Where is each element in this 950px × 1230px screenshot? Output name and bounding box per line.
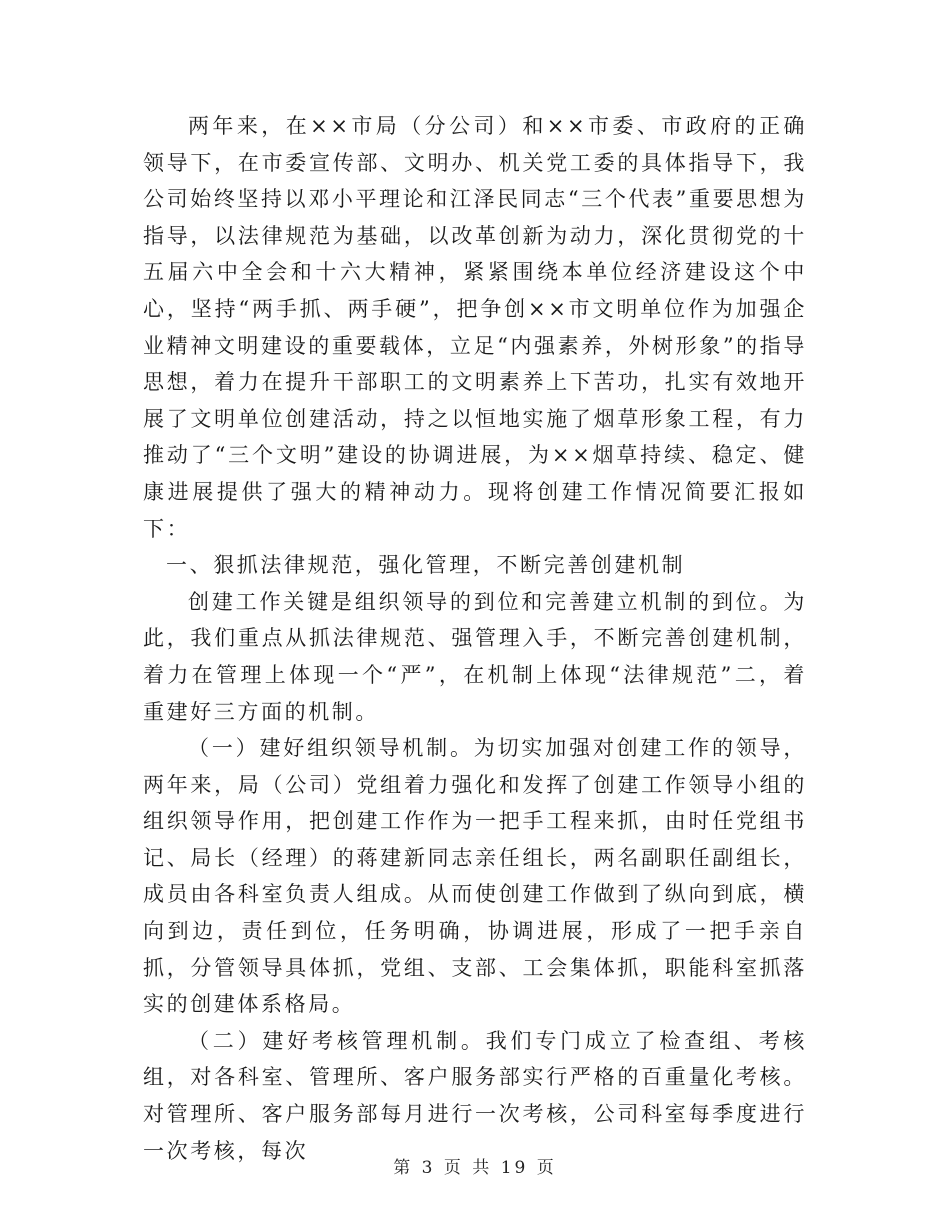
- section-1-paragraph: 创建工作关键是组织领导的到位和完善建立机制的到位。为此，我们重点从抓法律规范、强管理入手，不断完善创建机制，着力在管理上体现一个“严”，在机制上体现“法律规范”二，着重建好三方面的机制。: [143, 589, 807, 724]
- subsection-2-paragraph: （二）建好考核管理机制。我们专门成立了检查组、考核组，对各科室、管理所、客户服务部实行严格的百重量化考核。对管理所、客户服务部每月进行一次考核，公司科室每季度进行一次考核，每次: [143, 1028, 807, 1163]
- intro-paragraph: 两年来，在××市局（分公司）和××市委、市政府的正确领导下，在市委宣传部、文明办、机关党工委的具体指导下，我公司始终坚持以邓小平理论和江泽民同志“三个代表”重要思想为指导，以法律规范为基础，以改革创新为动力，深化贯彻党的十五届六中全会和十六大精神，紧紧围绕本单位经济建设这个中心，坚持“两手抓、两手硬”，把争创××市文明单位作为加强企业精神文明建设的重要载体，立足“内强素养，外树形象”的指导思想，着力在提升干部职工的文明素养上下苦功，扎实有效地开展了文明单位创建活动，持之以恒地实施了烟草形象工程，有力推动了“三个文明”建设的协调进展，为××烟草持续、稳定、健康进展提供了强大的精神动力。现将创建工作情况简要汇报如下：: [143, 114, 807, 541]
- section-heading-1: 一、狠抓法律规范，强化管理，不断完善创建机制: [166, 553, 686, 578]
- page-number-footer: 第 3 页 共 19 页: [393, 1158, 557, 1178]
- subsection-1-paragraph: （一）建好组织领导机制。为切实加强对创建工作的领导，两年来，局（公司）党组着力强化和发挥了创建工作领导小组的组织领导作用，把创建工作作为一把手工程来抓，由时任党组书记、局长（经理）的蒋建新同志亲任组长，两名副职任副组长，成员由各科室负责人组成。从而使创建工作做到了纵向到底，横向到边，责任到位，任务明确，协调进展，形成了一把手亲自抓，分管领导具体抓，党组、支部、工会集体抓，职能科室抓落实的创建体系格局。: [143, 736, 807, 1017]
- document-body: [143, 108, 807, 1169]
